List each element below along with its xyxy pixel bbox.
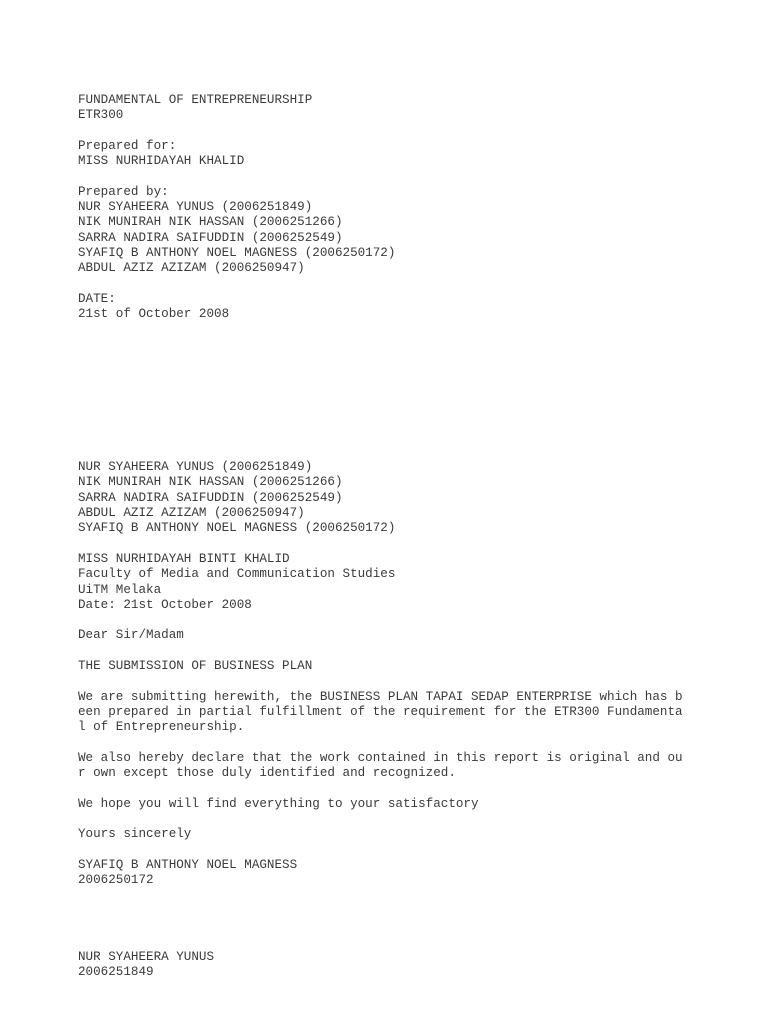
sender-line: NIK MUNIRAH NIK HASSAN (2006251266): [78, 475, 343, 490]
closing: Yours sincerely: [78, 827, 192, 842]
prepared-for-name: MISS NURHIDAYAH KHALID: [78, 154, 245, 169]
document-page: [78, 93, 718, 980]
cover-section: [78, 93, 718, 322]
course-code: ETR300: [78, 108, 124, 123]
sender-line: ABDUL AZIZ AZIZAM (2006250947): [78, 506, 305, 521]
letter-section: [78, 460, 718, 980]
paragraph-line: een prepared in partial fulfillment of the requirement for the ETR300 Fundamenta: [78, 704, 683, 719]
salutation: Dear Sir/Madam: [78, 628, 184, 643]
paragraph-line: We hope you will find everything to your satisfactory: [78, 796, 479, 811]
date-label: DATE:: [78, 291, 116, 306]
sender-line: SYAFIQ B ANTHONY NOEL MAGNESS (2006250172): [78, 521, 396, 536]
paragraph-line: l of Entrepreneurship.: [78, 720, 245, 735]
signatory-id: 2006250172: [78, 873, 154, 888]
prepared-by-label: Prepared by:: [78, 184, 169, 199]
letter-subject: THE SUBMISSION OF BUSINESS PLAN: [78, 659, 313, 673]
paragraph-line: r own except those duly identified and recognized.: [78, 766, 456, 781]
preparer-line: SARRA NADIRA SAIFUDDIN (2006252549): [78, 230, 343, 245]
paragraph-line: We also hereby declare that the work contained in this report is original and ou: [78, 750, 683, 765]
paragraph-line: We are submitting herewith, the BUSINESS PLAN TAPAI SEDAP ENTERPRISE which has b: [78, 689, 683, 704]
sender-line: SARRA NADIRA SAIFUDDIN (2006252549): [78, 490, 343, 505]
preparer-line: NIK MUNIRAH NIK HASSAN (2006251266): [78, 215, 343, 230]
recipient-line: Date: 21st October 2008: [78, 597, 252, 612]
preparer-line: ABDUL AZIZ AZIZAM (2006250947): [78, 261, 305, 276]
signatory-name: SYAFIQ B ANTHONY NOEL MAGNESS: [78, 857, 298, 872]
course-title: FUNDAMENTAL OF ENTREPRENEURSHIP: [78, 93, 313, 107]
preparer-line: SYAFIQ B ANTHONY NOEL MAGNESS (2006250172): [78, 245, 396, 260]
recipient-line: UiTM Melaka: [78, 582, 162, 597]
prepared-for-label: Prepared for:: [78, 138, 177, 153]
signatory-id: 2006251849: [78, 964, 154, 979]
date-value: 21st of October 2008: [78, 307, 230, 322]
preparer-line: NUR SYAHEERA YUNUS (2006251849): [78, 200, 313, 215]
sender-line: NUR SYAHEERA YUNUS (2006251849): [78, 460, 313, 475]
signatory-name: NUR SYAHEERA YUNUS: [78, 949, 215, 964]
recipient-line: Faculty of Media and Communication Studies: [78, 567, 396, 582]
recipient-line: MISS NURHIDAYAH BINTI KHALID: [78, 551, 290, 566]
